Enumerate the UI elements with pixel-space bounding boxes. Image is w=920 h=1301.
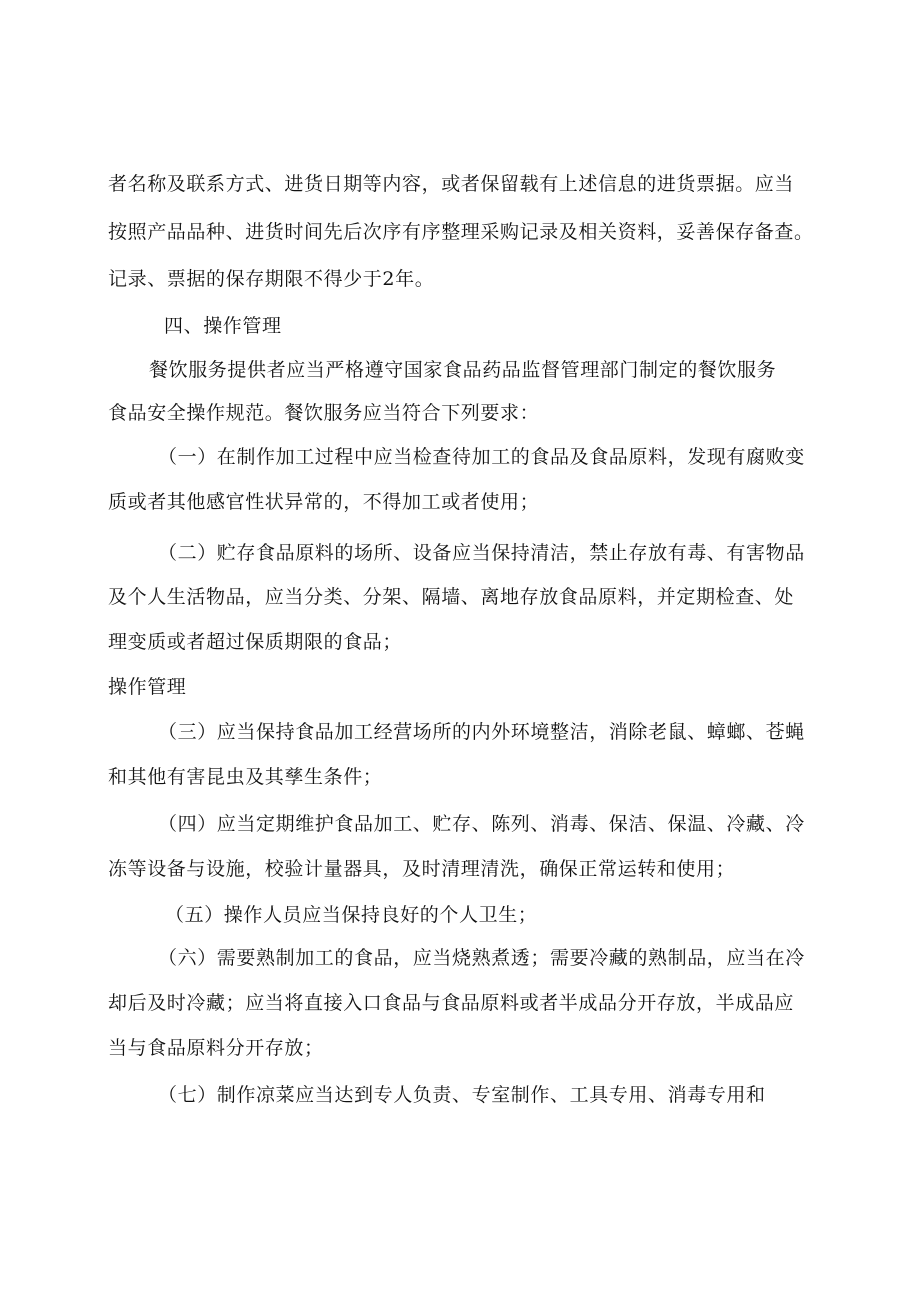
list-item: （二）贮存食品原料的场所、设备应当保持清洁，禁止存放有毒、有害物品 bbox=[158, 542, 805, 564]
text-line: 餐饮服务提供者应当严格遵守国家食品药品监督管理部门制定的餐饮服务 bbox=[149, 359, 777, 381]
list-item: （一）在制作加工过程中应当检查待加工的食品及食品原料，发现有腐败变 bbox=[158, 446, 805, 468]
section-heading: 四、操作管理 bbox=[164, 315, 282, 337]
list-item: （四）应当定期维护食品加工、贮存、陈列、消毒、保洁、保温、冷藏、冷 bbox=[158, 813, 805, 835]
text-line: 和其他有害昆虫及其孳生条件； bbox=[108, 766, 383, 788]
inline-heading: 操作管理 bbox=[108, 676, 187, 698]
text-line: 食品安全操作规范。餐饮服务应当符合下列要求： bbox=[108, 402, 540, 424]
text-line: 及个人生活物品，应当分类、分架、隔墙、离地存放食品原料，并定期检查、处 bbox=[108, 586, 795, 608]
text-line: 记录、票据的保存期限不得少于2年。 bbox=[108, 268, 435, 290]
text-line: 者名称及联系方式、进货日期等内容，或者保留载有上述信息的进货票据。应当 bbox=[108, 173, 795, 195]
list-item: （五）操作人员应当保持良好的个人卫生； bbox=[165, 904, 538, 926]
text-line: 质或者其他感官性状异常的，不得加工或者使用； bbox=[108, 491, 540, 513]
list-item: （三）应当保持食品加工经营场所的内外环境整洁，消除老鼠、蟑螂、苍蝇 bbox=[158, 721, 805, 743]
text-line: 当与食品原料分开存放； bbox=[108, 1037, 324, 1059]
text-line: 按照产品品种、进货时间先后次序有序整理采购记录及相关资料，妥善保存备查。 bbox=[108, 221, 814, 243]
text-line: 却后及时冷藏；应当将直接入口食品与食品原料或者半成品分开存放，半成品应 bbox=[108, 992, 795, 1014]
list-item: （七）制作凉菜应当达到专人负责、专室制作、工具专用、消毒专用和 bbox=[158, 1084, 766, 1106]
list-item: （六）需要熟制加工的食品，应当烧熟煮透；需要冷藏的熟制品，应当在冷 bbox=[158, 947, 805, 969]
text-line: 理变质或者超过保质期限的食品； bbox=[108, 631, 403, 653]
text-line: 冻等设备与设施，校验计量器具，及时清理清洗，确保正常运转和使用； bbox=[108, 858, 736, 880]
